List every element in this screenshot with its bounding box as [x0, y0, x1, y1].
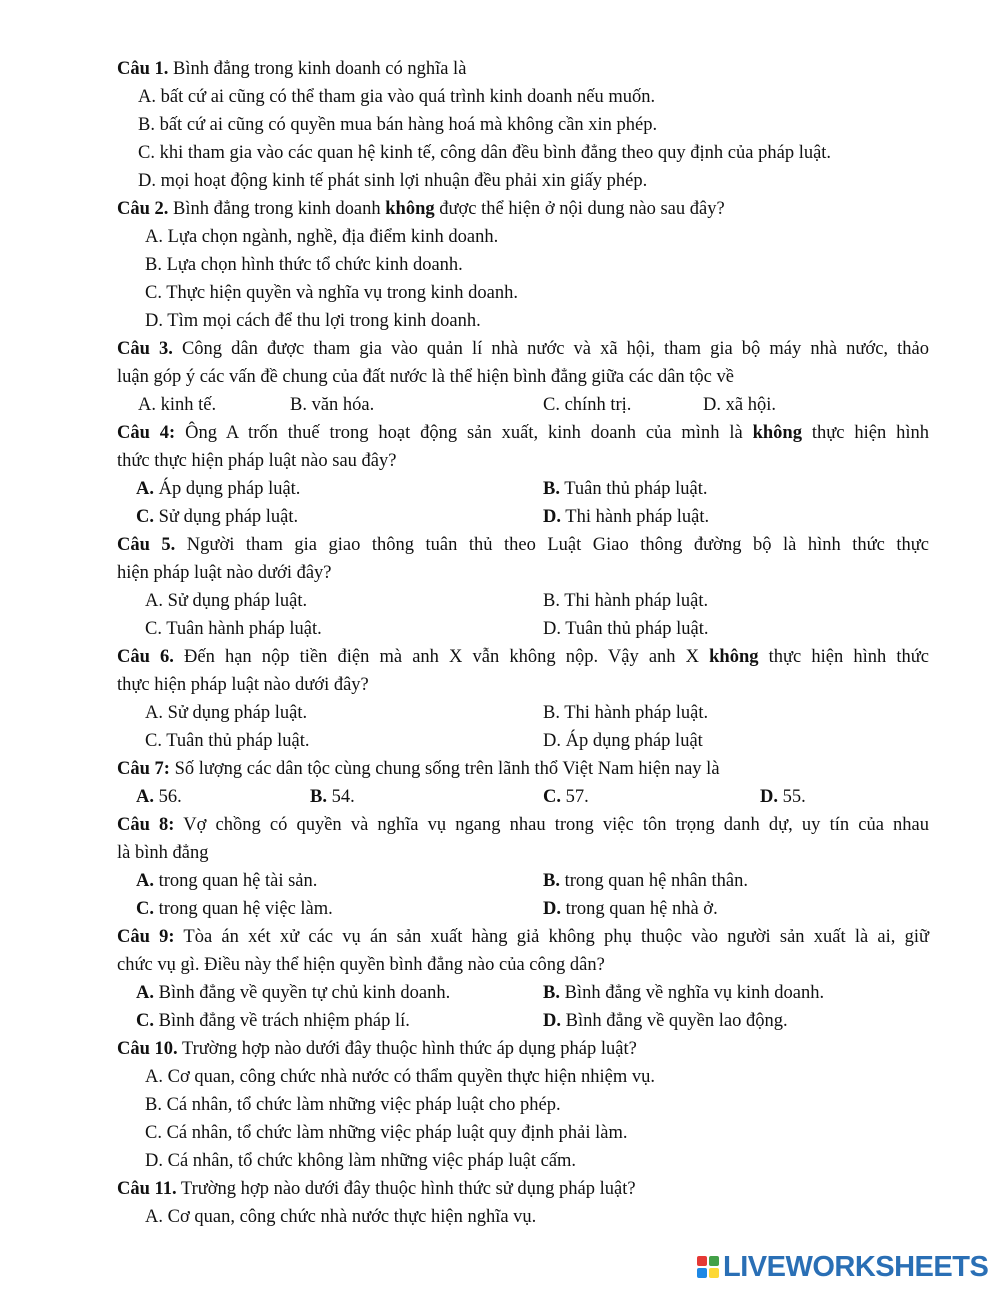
option-b — [543, 979, 824, 1007]
question-label: Câu 1. — [117, 59, 169, 79]
question-text: Bình đẳng trong kinh doanh có nghĩa là — [168, 59, 467, 79]
option-key: B. — [543, 983, 560, 1003]
option-b — [543, 475, 707, 503]
question-label: Câu 8: — [117, 815, 175, 835]
question-text-line2: thức thực hiện pháp luật nào sau đây? — [117, 451, 397, 471]
question-label: Câu 7: — [117, 759, 170, 779]
question-7 — [117, 755, 720, 783]
question-5 — [117, 531, 929, 559]
option-a — [136, 979, 450, 1007]
option-key: B. — [310, 787, 327, 807]
option-b: B. bất cứ ai cũng có quyền mua bán hàng hoá mà không cần xin phép. — [138, 115, 658, 135]
option-d: D. Áp dụng pháp luật — [543, 731, 703, 751]
question-label: Câu 2. — [117, 199, 169, 219]
question-label: Câu 9: — [117, 927, 175, 947]
question-text-line2: hiện pháp luật nào dưới đây? — [117, 563, 332, 583]
option-d: D. Tìm mọi cách để thu lợi trong kinh doanh. — [145, 311, 481, 331]
question-9 — [117, 923, 929, 951]
option-d — [543, 503, 709, 531]
option-b — [310, 783, 355, 811]
option-c: C. Cá nhân, tổ chức làm những việc pháp luật quy định phải làm. — [145, 1123, 628, 1143]
option-key: D. — [543, 899, 561, 919]
option-text: Sử dụng pháp luật. — [154, 507, 299, 527]
option-text: Bình đẳng về quyền lao động. — [561, 1011, 788, 1031]
option-d: D. mọi hoạt động kinh tế phát sinh lợi nhuận đều phải xin giấy phép. — [138, 171, 648, 191]
question-text: Đến hạn nộp tiền điện mà anh X vẫn không nộp. Vậy anh X — [173, 647, 710, 667]
option-c — [136, 503, 298, 531]
option-key: D. — [543, 1011, 561, 1031]
question-emphasis: không — [709, 647, 759, 667]
question-label: Câu 6. — [117, 647, 174, 667]
question-4 — [117, 419, 929, 447]
option-d: D. xã hội. — [703, 395, 776, 415]
question-emphasis: không — [752, 423, 802, 443]
question-3 — [117, 335, 929, 363]
option-a: A. Sử dụng pháp luật. — [145, 591, 308, 611]
question-text: Ông A trốn thuế trong hoạt động sản xuất, kinh doanh của mình là — [175, 423, 753, 443]
question-text: Vợ chồng có quyền và nghĩa vụ ngang nhau trong việc tôn trọng danh dự, uy tín của nhau — [174, 815, 929, 835]
option-a: A. Cơ quan, công chức nhà nước thực hiện nghĩa vụ. — [145, 1207, 537, 1227]
question-2 — [117, 195, 725, 223]
option-b: B. Cá nhân, tổ chức làm những việc pháp luật cho phép. — [145, 1095, 561, 1115]
question-label: Câu 4: — [117, 423, 176, 443]
question-text: Trường hợp nào dưới đây thuộc hình thức sử dụng pháp luật? — [176, 1179, 636, 1199]
option-key: A. — [136, 871, 154, 891]
question-text: Trường hợp nào dưới đây thuộc hình thức áp dụng pháp luật? — [177, 1039, 637, 1059]
question-label: Câu 5. — [117, 535, 176, 555]
question-1 — [117, 55, 466, 83]
option-text: trong quan hệ nhân thân. — [559, 871, 749, 891]
option-a: A. Lựa chọn ngành, nghề, địa điểm kinh doanh. — [145, 227, 499, 247]
option-a: A. bất cứ ai cũng có thể tham gia vào quá trình kinh doanh nếu muốn. — [138, 87, 656, 107]
option-text: Tuân thủ pháp luật. — [559, 479, 708, 499]
question-label: Câu 11. — [117, 1179, 177, 1199]
logo-text: LIVEWORKSHEETS — [723, 1250, 989, 1283]
option-key: B. — [543, 871, 560, 891]
question-text: Số lượng các dân tộc cùng chung sống trên lãnh thổ Việt Nam hiện nay là — [169, 759, 720, 779]
question-11 — [117, 1175, 636, 1203]
option-c: C. khi tham gia vào các quan hệ kinh tế, công dân đều bình đẳng theo quy định của pháp luật. — [138, 143, 832, 163]
option-text: trong quan hệ nhà ở. — [561, 899, 718, 919]
question-text: Công dân được tham gia vào quản lí nhà nước và xã hội, tham gia bộ máy nhà nước, thảo — [172, 339, 929, 359]
option-text: Bình đẳng về trách nhiệm pháp lí. — [154, 1011, 410, 1031]
option-key: C. — [136, 1011, 154, 1031]
option-key: A. — [136, 479, 154, 499]
option-d: D. Tuân thủ pháp luật. — [543, 619, 709, 639]
question-10 — [117, 1035, 637, 1063]
option-b — [543, 867, 748, 895]
option-text: Thi hành pháp luật. — [561, 507, 710, 527]
option-a: A. kinh tế. — [138, 395, 217, 415]
option-b: B. Thi hành pháp luật. — [543, 591, 709, 611]
option-a: A. Sử dụng pháp luật. — [145, 703, 308, 723]
option-key: A. — [136, 787, 154, 807]
option-key: D. — [543, 507, 561, 527]
option-c: C. Thực hiện quyền và nghĩa vụ trong kinh doanh. — [145, 283, 518, 303]
option-key: D. — [760, 787, 778, 807]
option-text: 55. — [778, 787, 806, 807]
question-label: Câu 10. — [117, 1039, 178, 1059]
option-c — [136, 895, 333, 923]
option-a — [136, 783, 182, 811]
option-b: B. Thi hành pháp luật. — [543, 703, 709, 723]
question-text: thực hiện hình thức — [758, 647, 929, 667]
question-text-line2: luận góp ý các vấn đề chung của đất nước là thể hiện bình đẳng giữa các dân tộc về — [117, 367, 734, 387]
question-label: Câu 3. — [117, 339, 173, 359]
option-c: C. Tuân thủ pháp luật. — [145, 731, 310, 751]
option-a — [136, 475, 300, 503]
option-key: A. — [136, 983, 154, 1003]
question-text-line2: chức vụ gì. Điều này thể hiện quyền bình đẳng nào của công dân? — [117, 955, 605, 975]
question-emphasis: không — [385, 199, 435, 219]
option-text: Áp dụng pháp luật. — [154, 479, 301, 499]
option-key: B. — [543, 479, 560, 499]
question-text: Bình đẳng trong kinh doanh — [168, 199, 386, 219]
option-d — [543, 1007, 788, 1035]
option-c — [543, 783, 589, 811]
option-a: A. Cơ quan, công chức nhà nước có thẩm quyền thực hiện nhiệm vụ. — [145, 1067, 655, 1087]
logo-grid-icon — [697, 1256, 719, 1278]
option-text: 54. — [326, 787, 355, 807]
question-8 — [117, 811, 929, 839]
option-c: C. Tuân hành pháp luật. — [145, 619, 322, 639]
option-key: C. — [136, 899, 154, 919]
option-c: C. chính trị. — [543, 395, 632, 415]
option-a — [136, 867, 317, 895]
option-text: 57. — [561, 787, 589, 807]
option-d — [543, 895, 718, 923]
option-text: trong quan hệ việc làm. — [154, 899, 333, 919]
question-text-line2: thực hiện pháp luật nào dưới đây? — [117, 675, 369, 695]
question-text: được thể hiện ở nội dung nào sau đây? — [434, 199, 725, 219]
question-text: Người tham gia giao thông tuân thủ theo Luật Giao thông đường bộ là hình thức thực — [175, 535, 930, 555]
liveworksheets-logo — [697, 1251, 988, 1283]
question-text: Tòa án xét xử các vụ án sản xuất hàng giả không phụ thuộc vào người sản xuất là ai, giữ — [174, 927, 930, 947]
option-text: Bình đẳng về quyền tự chủ kinh doanh. — [154, 983, 451, 1003]
option-d: D. Cá nhân, tổ chức không làm những việc pháp luật cấm. — [145, 1151, 577, 1171]
option-b: B. văn hóa. — [290, 395, 375, 415]
option-key: C. — [136, 507, 154, 527]
option-d — [760, 783, 806, 811]
option-text: trong quan hệ tài sản. — [154, 871, 318, 891]
question-6 — [117, 643, 929, 671]
question-text: thực hiện hình — [801, 423, 929, 443]
question-text-line2: là bình đẳng — [117, 843, 209, 863]
option-text: 56. — [154, 787, 182, 807]
option-b: B. Lựa chọn hình thức tổ chức kinh doanh. — [145, 255, 463, 275]
option-text: Bình đẳng về nghĩa vụ kinh doanh. — [559, 983, 825, 1003]
option-key: C. — [543, 787, 561, 807]
option-c — [136, 1007, 410, 1035]
